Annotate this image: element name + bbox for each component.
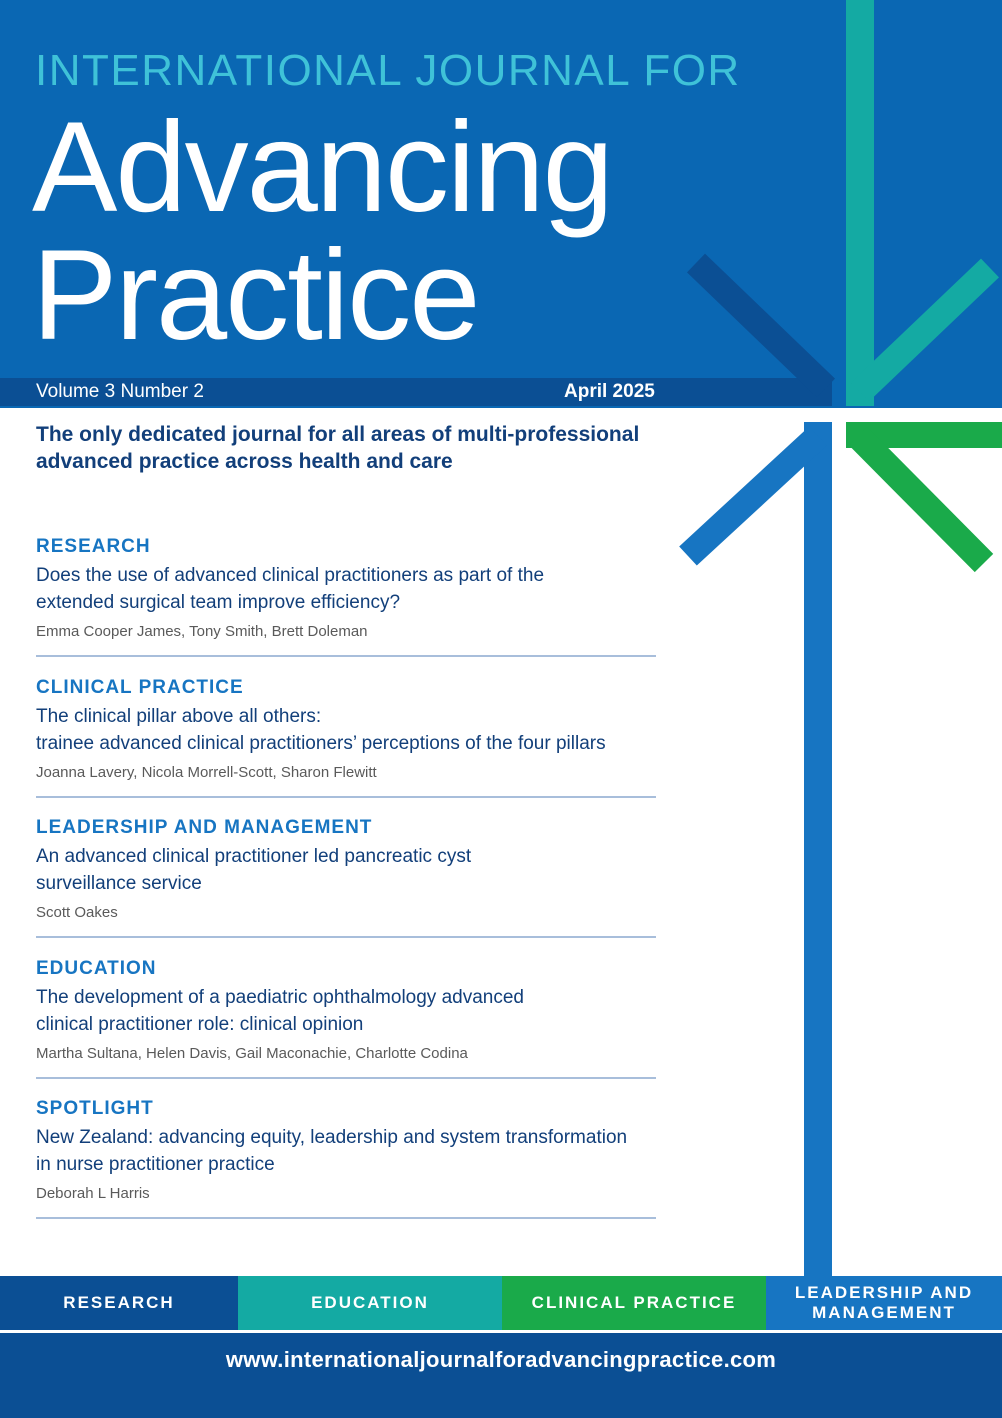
- article-title-line: in nurse practitioner practice: [36, 1154, 275, 1175]
- section-category: LEADERSHIP AND MANAGEMENT: [36, 817, 373, 838]
- section-divider: [36, 1077, 656, 1079]
- section-divider: [36, 796, 656, 798]
- article-title-line: extended surgical team improve efficiency?: [36, 592, 401, 613]
- section-divider: [36, 1217, 656, 1219]
- section-research: [36, 535, 656, 642]
- article-title-line: Does the use of advanced clinical practitioners as part of the: [36, 565, 545, 586]
- article-title-line: An advanced clinical practitioner led pancreatic cyst: [36, 846, 472, 867]
- journal-supertitle: INTERNATIONAL JOURNAL FOR: [35, 46, 741, 95]
- section-category: EDUCATION: [36, 958, 157, 979]
- category-bar: [0, 1276, 1002, 1330]
- green-arrow-diagonal: [858, 436, 984, 563]
- teal-arrow-diagonal: [860, 268, 990, 392]
- article-title: [36, 703, 656, 757]
- article-title: [36, 984, 656, 1038]
- section-divider: [36, 655, 656, 657]
- article-title-line: surveillance service: [36, 873, 202, 894]
- article-title-line: New Zealand: advancing equity, leadership and system transformation: [36, 1127, 628, 1148]
- section-category: RESEARCH: [36, 536, 151, 557]
- section-education: [36, 957, 656, 1064]
- tagline: The only dedicated journal for all areas of multi-professional advanced practice across health and care: [36, 423, 640, 473]
- article-title: [36, 562, 656, 616]
- category-research: RESEARCH: [0, 1276, 238, 1330]
- article-authors: Deborah L Harris: [36, 1185, 150, 1202]
- category-education: EDUCATION: [238, 1276, 502, 1330]
- footer: [0, 1333, 1002, 1418]
- section-category: CLINICAL PRACTICE: [36, 677, 244, 698]
- section-divider: [36, 936, 656, 938]
- section-spotlight: [36, 1097, 656, 1204]
- article-title: [36, 843, 656, 897]
- issue-date: April 2025: [564, 381, 655, 402]
- article-authors: Emma Cooper James, Tony Smith, Brett Doleman: [36, 623, 368, 640]
- category-leadership: LEADERSHIP AND MANAGEMENT: [766, 1276, 1002, 1330]
- article-title-line: trainee advanced clinical practitioners’ perceptions of the four pillars: [36, 733, 606, 754]
- section-leadership: [36, 816, 656, 923]
- article-title-line: clinical practitioner role: clinical opinion: [36, 1014, 364, 1035]
- article-title-line: The development of a paediatric ophthalmology advanced: [36, 987, 524, 1008]
- teal-vertical-bar: [846, 0, 874, 406]
- blue-arrow-diagonal: [688, 436, 818, 556]
- website-url: www.internationaljournalforadvancingpractice.com: [225, 1347, 777, 1372]
- article-title-line: The clinical pillar above all others:: [36, 706, 322, 727]
- article-authors: Joanna Lavery, Nicola Morrell-Scott, Sharon Flewitt: [36, 764, 377, 781]
- journal-title-line-1: Advancing: [32, 96, 612, 239]
- category-clinical-practice: CLINICAL PRACTICE: [502, 1276, 766, 1330]
- article-authors: Martha Sultana, Helen Davis, Gail Maconachie, Charlotte Codina: [36, 1045, 468, 1062]
- section-clinical-practice: [36, 676, 656, 783]
- volume-number: Volume 3 Number 2: [36, 381, 204, 402]
- navy-arrow-diagonal: [696, 263, 826, 388]
- blue-vertical-bar: [804, 422, 832, 1278]
- article-authors: Scott Oakes: [36, 904, 118, 921]
- section-category: SPOTLIGHT: [36, 1098, 154, 1119]
- journal-title-line-2: Practice: [32, 224, 479, 367]
- article-title: [36, 1124, 656, 1178]
